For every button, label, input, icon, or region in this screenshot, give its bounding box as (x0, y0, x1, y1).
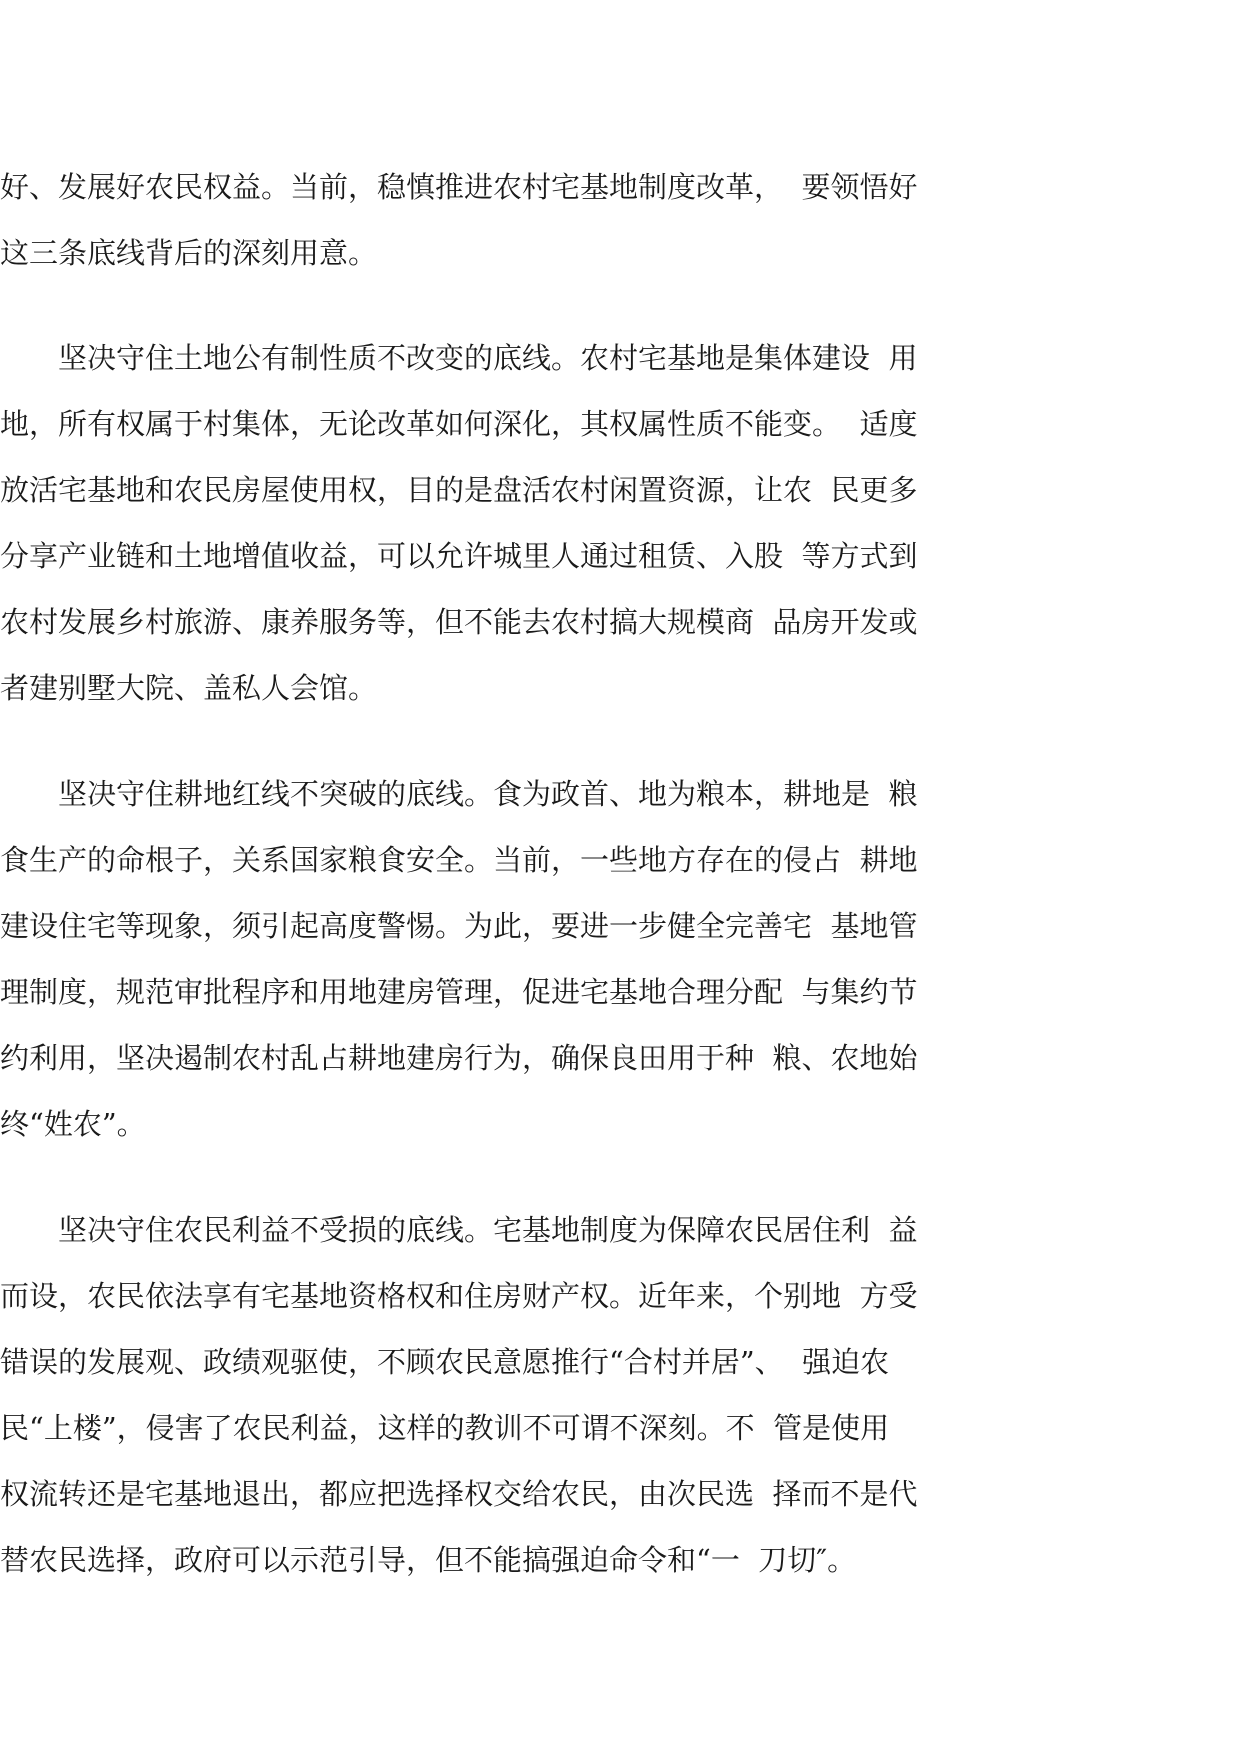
text-line: 而设，农民依法享有宅基地资格权和住房财产权。近年来，个别地 方受 (0, 1279, 918, 1313)
text-line: 食生产的命根子，关系国家粮食安全。当前，一些地方存在的侵占 耕地 (0, 843, 918, 877)
text-line: 者建别墅大院、盖私人会馆。 (0, 671, 378, 705)
text-line: 民“上楼”，侵害了农民利益，这样的教训不可谓不深刻。不 管是使用 (0, 1411, 890, 1445)
text-line: 理制度，规范审批程序和用地建房管理，促进宅基地合理分配 与集约节 (0, 975, 918, 1009)
text-line: 农村发展乡村旅游、康养服务等，但不能去农村搞大规模商 品房开发或 (0, 605, 918, 639)
text-line: 约利用，坚决遏制农村乱占耕地建房行为，确保良田用于种 粮、农地始 (0, 1041, 918, 1075)
text-line: 错误的发展观、政绩观驱使，不顾农民意愿推行“合村并居”、 强迫农 (0, 1345, 890, 1379)
text-line: 坚决守住耕地红线不突破的底线。食为政首、地为粮本，耕地是 粮 (0, 777, 918, 811)
text-line: 权流转还是宅基地退出，都应把选择权交给农民，由次民选 择而不是代 (0, 1477, 918, 1511)
text-line: 好、发展好农民权益。当前，稳慎推进农村宅基地制度改革， 要领悟好 (0, 170, 918, 204)
text-line: 坚决守住农民利益不受损的底线。宅基地制度为保障农民居住利 益 (0, 1213, 918, 1247)
text-line: 坚决守住土地公有制性质不改变的底线。农村宅基地是集体建设 用 (0, 341, 918, 375)
text-line: 地，所有权属于村集体，无论改革如何深化，其权属性质不能变。 适度 (0, 407, 918, 441)
text-line: 替农民选择，政府可以示范引导，但不能搞强迫命令和“一 刀切″。 (0, 1543, 857, 1577)
text-line: 终“姓农”。 (0, 1107, 146, 1141)
text-line: 建设住宅等现象，须引起高度警惕。为此，要进一步健全完善宅 基地管 (0, 909, 918, 943)
text-line: 分享产业链和土地增值收益，可以允许城里人通过租赁、入股 等方式到 (0, 539, 918, 573)
text-line: 放活宅基地和农民房屋使用权，目的是盘活农村闲置资源，让农 民更多 (0, 473, 918, 507)
text-line: 这三条底线背后的深刻用意。 (0, 236, 378, 270)
